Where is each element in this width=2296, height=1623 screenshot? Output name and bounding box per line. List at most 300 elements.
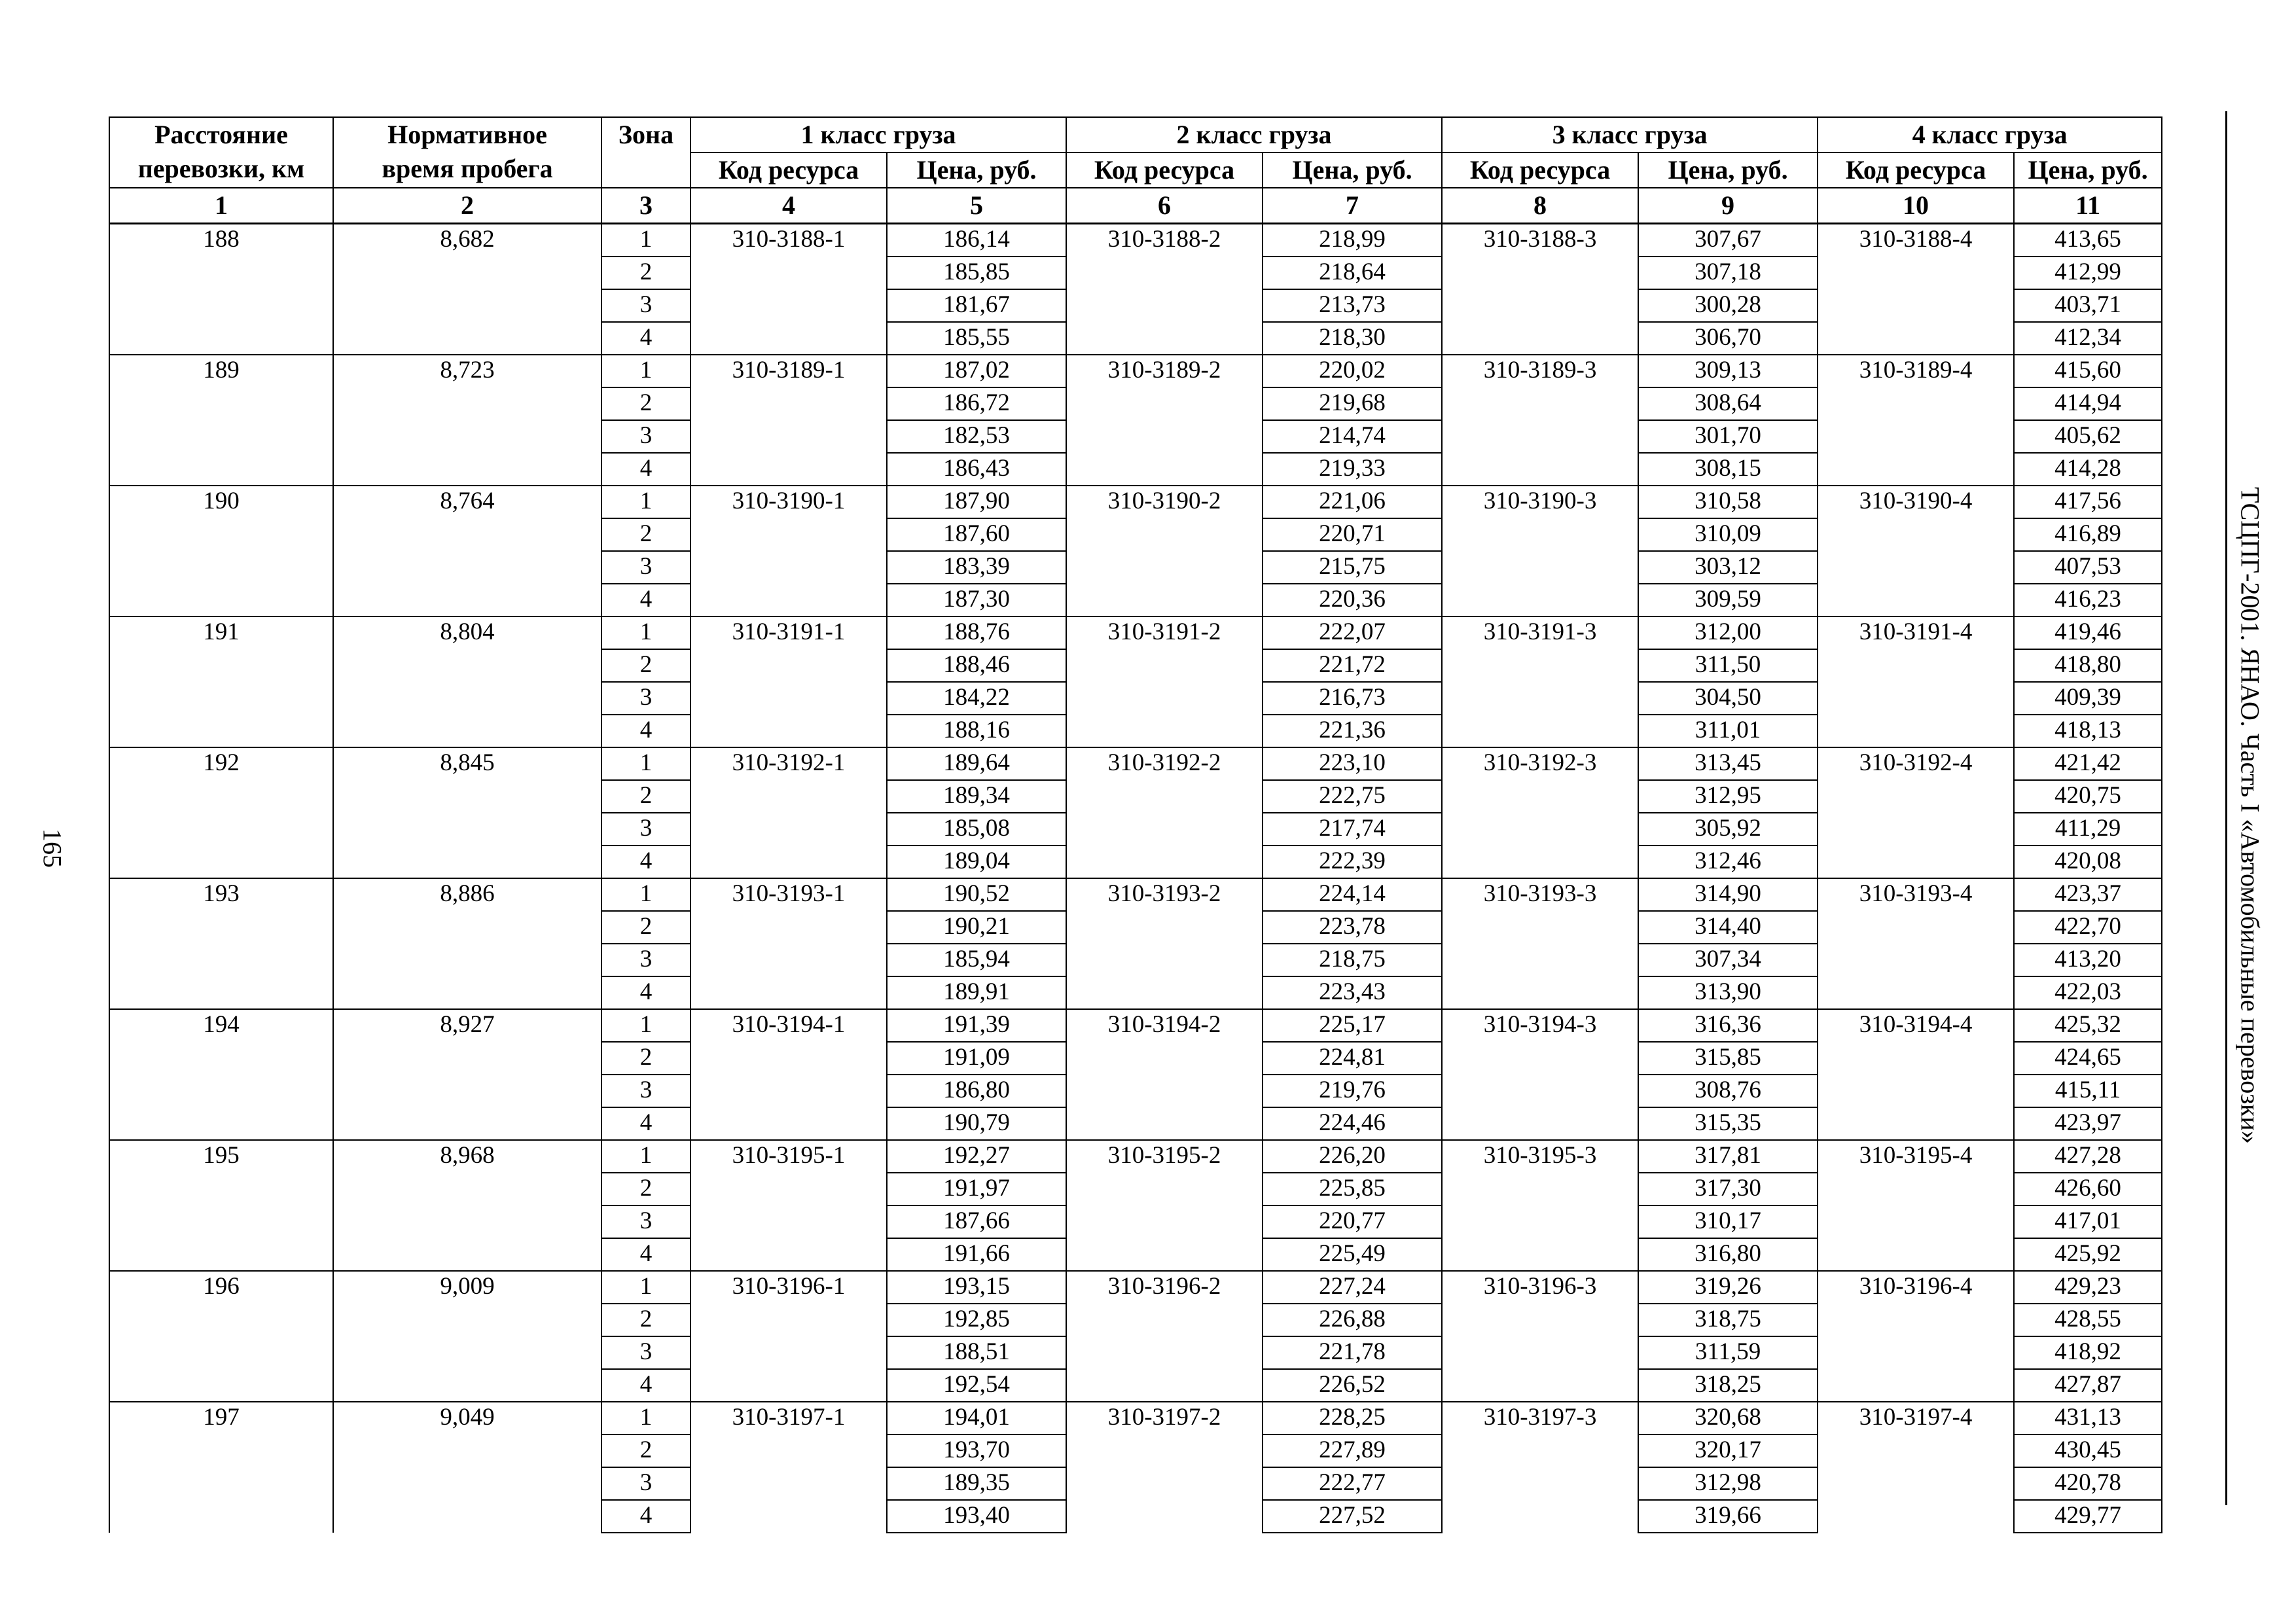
price-cell: 319,26 [1638, 1271, 1818, 1304]
price-cell: 190,52 [887, 878, 1066, 911]
price-cell: 425,92 [2014, 1238, 2162, 1271]
resource-code-cell: 310-3189-1 [691, 355, 887, 486]
price-cell: 311,59 [1638, 1336, 1818, 1369]
header-price-1: Цена, руб. [887, 152, 1066, 188]
price-cell: 181,67 [887, 289, 1066, 322]
resource-code-cell: 310-3192-3 [1442, 747, 1638, 878]
zone-cell: 1 [601, 224, 691, 257]
price-cell: 193,70 [887, 1435, 1066, 1467]
resource-code-cell: 310-3188-4 [1818, 224, 2014, 355]
price-cell: 312,00 [1638, 616, 1818, 649]
zone-cell: 4 [601, 453, 691, 486]
price-cell: 228,25 [1263, 1402, 1442, 1435]
price-cell: 191,39 [887, 1009, 1066, 1042]
resource-code-cell: 310-3192-1 [691, 747, 887, 878]
price-cell: 412,99 [2014, 257, 2162, 289]
price-cell: 312,95 [1638, 780, 1818, 813]
price-cell: 418,80 [2014, 649, 2162, 682]
price-cell: 222,07 [1263, 616, 1442, 649]
price-cell: 220,36 [1263, 584, 1442, 616]
price-cell: 307,67 [1638, 224, 1818, 257]
zone-cell: 1 [601, 1402, 691, 1435]
header-class-1: 1 класс груза [691, 117, 1066, 152]
price-cell: 189,35 [887, 1467, 1066, 1500]
price-cell: 316,80 [1638, 1238, 1818, 1271]
price-cell: 185,08 [887, 813, 1066, 846]
price-cell: 190,21 [887, 911, 1066, 944]
price-cell: 313,45 [1638, 747, 1818, 780]
price-cell: 427,28 [2014, 1140, 2162, 1173]
price-cell: 187,60 [887, 518, 1066, 551]
norm-time-cell: 8,968 [333, 1140, 601, 1271]
price-cell: 218,99 [1263, 224, 1442, 257]
resource-code-cell: 310-3196-4 [1818, 1271, 2014, 1402]
col-number: 8 [1442, 188, 1638, 224]
price-cell: 227,24 [1263, 1271, 1442, 1304]
price-cell: 421,42 [2014, 747, 2162, 780]
price-cell: 187,30 [887, 584, 1066, 616]
resource-code-cell: 310-3195-4 [1818, 1140, 2014, 1271]
price-cell: 193,15 [887, 1271, 1066, 1304]
zone-cell: 4 [601, 584, 691, 616]
distance-cell: 194 [109, 1009, 333, 1140]
header-code-3: Код ресурса [1442, 152, 1638, 188]
resource-code-cell: 310-3189-4 [1818, 355, 2014, 486]
price-cell: 191,09 [887, 1042, 1066, 1075]
price-cell: 315,85 [1638, 1042, 1818, 1075]
resource-code-cell: 310-3195-1 [691, 1140, 887, 1271]
price-cell: 189,91 [887, 976, 1066, 1009]
resource-code-cell: 310-3197-2 [1066, 1402, 1263, 1533]
price-cell: 417,56 [2014, 486, 2162, 518]
table-row [109, 1402, 2162, 1435]
price-cell: 218,75 [1263, 944, 1442, 976]
price-cell: 429,23 [2014, 1271, 2162, 1304]
price-cell: 215,75 [1263, 551, 1442, 584]
resource-code-cell: 310-3197-4 [1818, 1402, 2014, 1533]
price-cell: 417,01 [2014, 1205, 2162, 1238]
price-cell: 184,22 [887, 682, 1066, 715]
price-cell: 315,35 [1638, 1107, 1818, 1140]
zone-cell: 4 [601, 1238, 691, 1271]
zone-cell: 3 [601, 1205, 691, 1238]
resource-code-cell: 310-3190-1 [691, 486, 887, 616]
price-cell: 190,79 [887, 1107, 1066, 1140]
zone-cell: 4 [601, 1107, 691, 1140]
norm-time-cell: 8,723 [333, 355, 601, 486]
norm-time-cell: 9,049 [333, 1402, 601, 1533]
price-cell: 223,43 [1263, 976, 1442, 1009]
price-cell: 220,71 [1263, 518, 1442, 551]
price-cell: 216,73 [1263, 682, 1442, 715]
header-code-4: Код ресурса [1818, 152, 2014, 188]
price-cell: 413,20 [2014, 944, 2162, 976]
zone-cell: 2 [601, 257, 691, 289]
price-cell: 423,37 [2014, 878, 2162, 911]
price-cell: 413,65 [2014, 224, 2162, 257]
zone-cell: 3 [601, 944, 691, 976]
resource-code-cell: 310-3193-4 [1818, 878, 2014, 1009]
price-cell: 221,78 [1263, 1336, 1442, 1369]
resource-code-cell: 310-3191-2 [1066, 616, 1263, 747]
price-cell: 420,78 [2014, 1467, 2162, 1500]
price-cell: 225,85 [1263, 1173, 1442, 1205]
price-cell: 185,55 [887, 322, 1066, 355]
price-cell: 188,51 [887, 1336, 1066, 1369]
resource-code-cell: 310-3193-3 [1442, 878, 1638, 1009]
zone-cell: 3 [601, 1467, 691, 1500]
col-number: 10 [1818, 188, 2014, 224]
price-cell: 187,66 [887, 1205, 1066, 1238]
price-cell: 221,36 [1263, 715, 1442, 747]
price-cell: 429,77 [2014, 1500, 2162, 1533]
zone-cell: 3 [601, 289, 691, 322]
tariff-table [109, 116, 2162, 1533]
price-cell: 213,73 [1263, 289, 1442, 322]
table-row [109, 355, 2162, 387]
zone-cell: 4 [601, 976, 691, 1009]
price-cell: 318,75 [1638, 1304, 1818, 1336]
distance-cell: 192 [109, 747, 333, 878]
price-cell: 194,01 [887, 1402, 1066, 1435]
price-cell: 306,70 [1638, 322, 1818, 355]
price-cell: 307,18 [1638, 257, 1818, 289]
col-number: 11 [2014, 188, 2162, 224]
price-cell: 186,80 [887, 1075, 1066, 1107]
price-cell: 415,11 [2014, 1075, 2162, 1107]
norm-time-cell: 8,845 [333, 747, 601, 878]
table-row [109, 1271, 2162, 1304]
header-code-2: Код ресурса [1066, 152, 1263, 188]
price-cell: 311,01 [1638, 715, 1818, 747]
price-cell: 411,29 [2014, 813, 2162, 846]
price-cell: 316,36 [1638, 1009, 1818, 1042]
price-cell: 430,45 [2014, 1435, 2162, 1467]
col-number: 1 [109, 188, 333, 224]
price-cell: 405,62 [2014, 420, 2162, 453]
distance-cell: 196 [109, 1271, 333, 1402]
resource-code-cell: 310-3189-2 [1066, 355, 1263, 486]
resource-code-cell: 310-3195-3 [1442, 1140, 1638, 1271]
price-cell: 426,60 [2014, 1173, 2162, 1205]
price-cell: 185,85 [887, 257, 1066, 289]
price-cell: 182,53 [887, 420, 1066, 453]
price-cell: 317,30 [1638, 1173, 1818, 1205]
zone-cell: 3 [601, 420, 691, 453]
price-cell: 416,23 [2014, 584, 2162, 616]
price-cell: 312,46 [1638, 846, 1818, 878]
zone-cell: 3 [601, 1336, 691, 1369]
zone-cell: 2 [601, 1304, 691, 1336]
price-cell: 305,92 [1638, 813, 1818, 846]
resource-code-cell: 310-3190-2 [1066, 486, 1263, 616]
price-cell: 191,66 [887, 1238, 1066, 1271]
price-cell: 220,77 [1263, 1205, 1442, 1238]
price-cell: 222,77 [1263, 1467, 1442, 1500]
resource-code-cell: 310-3192-4 [1818, 747, 2014, 878]
price-cell: 226,88 [1263, 1304, 1442, 1336]
header-code-1: Код ресурса [691, 152, 887, 188]
col-number: 3 [601, 188, 691, 224]
header-class-4: 4 класс груза [1818, 117, 2162, 152]
col-number: 9 [1638, 188, 1818, 224]
price-cell: 310,58 [1638, 486, 1818, 518]
price-cell: 418,13 [2014, 715, 2162, 747]
price-cell: 425,32 [2014, 1009, 2162, 1042]
resource-code-cell: 310-3196-1 [691, 1271, 887, 1402]
zone-cell: 1 [601, 878, 691, 911]
resource-code-cell: 310-3192-2 [1066, 747, 1263, 878]
price-cell: 218,30 [1263, 322, 1442, 355]
price-cell: 227,89 [1263, 1435, 1442, 1467]
price-cell: 188,46 [887, 649, 1066, 682]
price-cell: 225,49 [1263, 1238, 1442, 1271]
price-cell: 300,28 [1638, 289, 1818, 322]
price-cell: 217,74 [1263, 813, 1442, 846]
table-row [109, 1009, 2162, 1042]
header-price-4: Цена, руб. [2014, 152, 2162, 188]
price-cell: 420,75 [2014, 780, 2162, 813]
price-cell: 224,81 [1263, 1042, 1442, 1075]
header-price-3: Цена, руб. [1638, 152, 1818, 188]
resource-code-cell: 310-3188-3 [1442, 224, 1638, 355]
resource-code-cell: 310-3197-3 [1442, 1402, 1638, 1533]
price-cell: 311,50 [1638, 649, 1818, 682]
zone-cell: 2 [601, 518, 691, 551]
price-cell: 221,06 [1263, 486, 1442, 518]
price-cell: 221,72 [1263, 649, 1442, 682]
zone-cell: 2 [601, 1435, 691, 1467]
price-cell: 422,03 [2014, 976, 2162, 1009]
price-cell: 225,17 [1263, 1009, 1442, 1042]
price-cell: 320,17 [1638, 1435, 1818, 1467]
zone-cell: 2 [601, 780, 691, 813]
distance-cell: 197 [109, 1402, 333, 1533]
price-cell: 415,60 [2014, 355, 2162, 387]
price-cell: 310,17 [1638, 1205, 1818, 1238]
col-number: 5 [887, 188, 1066, 224]
norm-time-cell: 8,927 [333, 1009, 601, 1140]
resource-code-cell: 310-3188-1 [691, 224, 887, 355]
zone-cell: 1 [601, 616, 691, 649]
price-cell: 419,46 [2014, 616, 2162, 649]
col-number: 7 [1263, 188, 1442, 224]
zone-cell: 2 [601, 1042, 691, 1075]
distance-cell: 191 [109, 616, 333, 747]
norm-time-cell: 9,009 [333, 1271, 601, 1402]
zone-cell: 1 [601, 1140, 691, 1173]
price-cell: 307,34 [1638, 944, 1818, 976]
price-cell: 314,40 [1638, 911, 1818, 944]
price-cell: 424,65 [2014, 1042, 2162, 1075]
resource-code-cell: 310-3196-3 [1442, 1271, 1638, 1402]
zone-cell: 1 [601, 486, 691, 518]
resource-code-cell: 310-3191-3 [1442, 616, 1638, 747]
price-cell: 192,54 [887, 1369, 1066, 1402]
price-cell: 186,14 [887, 224, 1066, 257]
price-cell: 308,76 [1638, 1075, 1818, 1107]
price-cell: 185,94 [887, 944, 1066, 976]
price-cell: 409,39 [2014, 682, 2162, 715]
price-cell: 189,64 [887, 747, 1066, 780]
price-cell: 219,76 [1263, 1075, 1442, 1107]
header-class-2: 2 класс груза [1066, 117, 1442, 152]
resource-code-cell: 310-3194-1 [691, 1009, 887, 1140]
price-cell: 427,87 [2014, 1369, 2162, 1402]
document-title: ТСЦПГ-2001. ЯНАО. Часть I «Автомобильные перевозки» [2235, 487, 2265, 1144]
price-cell: 227,52 [1263, 1500, 1442, 1533]
price-cell: 214,74 [1263, 420, 1442, 453]
norm-time-cell: 8,886 [333, 878, 601, 1009]
zone-cell: 4 [601, 1500, 691, 1533]
price-cell: 309,59 [1638, 584, 1818, 616]
zone-cell: 2 [601, 387, 691, 420]
col-number: 2 [333, 188, 601, 224]
table-row [109, 616, 2162, 649]
header-class-3: 3 класс груза [1442, 117, 1818, 152]
price-cell: 219,68 [1263, 387, 1442, 420]
header-price-2: Цена, руб. [1263, 152, 1442, 188]
price-cell: 403,71 [2014, 289, 2162, 322]
price-cell: 183,39 [887, 551, 1066, 584]
price-cell: 223,10 [1263, 747, 1442, 780]
price-cell: 219,33 [1263, 453, 1442, 486]
price-cell: 222,39 [1263, 846, 1442, 878]
distance-cell: 188 [109, 224, 333, 355]
zone-cell: 3 [601, 682, 691, 715]
norm-time-cell: 8,804 [333, 616, 601, 747]
price-cell: 226,20 [1263, 1140, 1442, 1173]
resource-code-cell: 310-3188-2 [1066, 224, 1263, 355]
zone-cell: 1 [601, 747, 691, 780]
side-rule [2225, 111, 2227, 1505]
price-cell: 423,97 [2014, 1107, 2162, 1140]
price-cell: 223,78 [1263, 911, 1442, 944]
resource-code-cell: 310-3191-1 [691, 616, 887, 747]
price-cell: 188,16 [887, 715, 1066, 747]
price-cell: 418,92 [2014, 1336, 2162, 1369]
header-zone: Зона [601, 117, 691, 188]
norm-time-cell: 8,764 [333, 486, 601, 616]
column-number-row [109, 188, 2162, 224]
price-cell: 186,72 [887, 387, 1066, 420]
zone-cell: 1 [601, 1009, 691, 1042]
price-cell: 416,89 [2014, 518, 2162, 551]
price-cell: 314,90 [1638, 878, 1818, 911]
price-cell: 189,04 [887, 846, 1066, 878]
resource-code-cell: 310-3193-1 [691, 878, 887, 1009]
header-norm-time: Нормативное время пробега [333, 117, 601, 188]
resource-code-cell: 310-3194-3 [1442, 1009, 1638, 1140]
price-cell: 308,64 [1638, 387, 1818, 420]
price-cell: 414,94 [2014, 387, 2162, 420]
resource-code-cell: 310-3190-3 [1442, 486, 1638, 616]
table-row [109, 224, 2162, 257]
price-cell: 422,70 [2014, 911, 2162, 944]
price-cell: 188,76 [887, 616, 1066, 649]
price-cell: 193,40 [887, 1500, 1066, 1533]
zone-cell: 1 [601, 1271, 691, 1304]
resource-code-cell: 310-3196-2 [1066, 1271, 1263, 1402]
col-number: 6 [1066, 188, 1263, 224]
price-cell: 224,46 [1263, 1107, 1442, 1140]
price-cell: 191,97 [887, 1173, 1066, 1205]
price-cell: 192,27 [887, 1140, 1066, 1173]
table-row [109, 747, 2162, 780]
price-cell: 308,15 [1638, 453, 1818, 486]
price-cell: 220,02 [1263, 355, 1442, 387]
resource-code-cell: 310-3197-1 [691, 1402, 887, 1533]
price-cell: 303,12 [1638, 551, 1818, 584]
price-cell: 414,28 [2014, 453, 2162, 486]
price-cell: 301,70 [1638, 420, 1818, 453]
resource-code-cell: 310-3189-3 [1442, 355, 1638, 486]
header-distance: Расстояние перевозки, км [109, 117, 333, 188]
distance-cell: 195 [109, 1140, 333, 1271]
page-number: 165 [37, 829, 67, 868]
table-row [109, 486, 2162, 518]
price-cell: 318,25 [1638, 1369, 1818, 1402]
price-cell: 312,98 [1638, 1467, 1818, 1500]
zone-cell: 3 [601, 1075, 691, 1107]
distance-cell: 190 [109, 486, 333, 616]
zone-cell: 4 [601, 322, 691, 355]
resource-code-cell: 310-3195-2 [1066, 1140, 1263, 1271]
price-cell: 189,34 [887, 780, 1066, 813]
price-cell: 320,68 [1638, 1402, 1818, 1435]
price-cell: 304,50 [1638, 682, 1818, 715]
price-cell: 420,08 [2014, 846, 2162, 878]
resource-code-cell: 310-3193-2 [1066, 878, 1263, 1009]
price-cell: 218,64 [1263, 257, 1442, 289]
price-cell: 222,75 [1263, 780, 1442, 813]
zone-cell: 3 [601, 813, 691, 846]
zone-cell: 2 [601, 649, 691, 682]
resource-code-cell: 310-3194-4 [1818, 1009, 2014, 1140]
price-cell: 187,90 [887, 486, 1066, 518]
price-cell: 407,53 [2014, 551, 2162, 584]
price-cell: 192,85 [887, 1304, 1066, 1336]
zone-cell: 2 [601, 1173, 691, 1205]
col-number: 4 [691, 188, 887, 224]
zone-cell: 1 [601, 355, 691, 387]
price-cell: 186,43 [887, 453, 1066, 486]
price-cell: 187,02 [887, 355, 1066, 387]
price-cell: 428,55 [2014, 1304, 2162, 1336]
distance-cell: 189 [109, 355, 333, 486]
zone-cell: 4 [601, 715, 691, 747]
norm-time-cell: 8,682 [333, 224, 601, 355]
distance-cell: 193 [109, 878, 333, 1009]
price-cell: 224,14 [1263, 878, 1442, 911]
table-row [109, 878, 2162, 911]
zone-cell: 2 [601, 911, 691, 944]
price-cell: 310,09 [1638, 518, 1818, 551]
price-cell: 226,52 [1263, 1369, 1442, 1402]
price-cell: 412,34 [2014, 322, 2162, 355]
price-cell: 431,13 [2014, 1402, 2162, 1435]
price-cell: 309,13 [1638, 355, 1818, 387]
price-cell: 313,90 [1638, 976, 1818, 1009]
zone-cell: 4 [601, 1369, 691, 1402]
resource-code-cell: 310-3194-2 [1066, 1009, 1263, 1140]
resource-code-cell: 310-3190-4 [1818, 486, 2014, 616]
price-cell: 317,81 [1638, 1140, 1818, 1173]
table-row [109, 1140, 2162, 1173]
price-cell: 319,66 [1638, 1500, 1818, 1533]
zone-cell: 3 [601, 551, 691, 584]
resource-code-cell: 310-3191-4 [1818, 616, 2014, 747]
